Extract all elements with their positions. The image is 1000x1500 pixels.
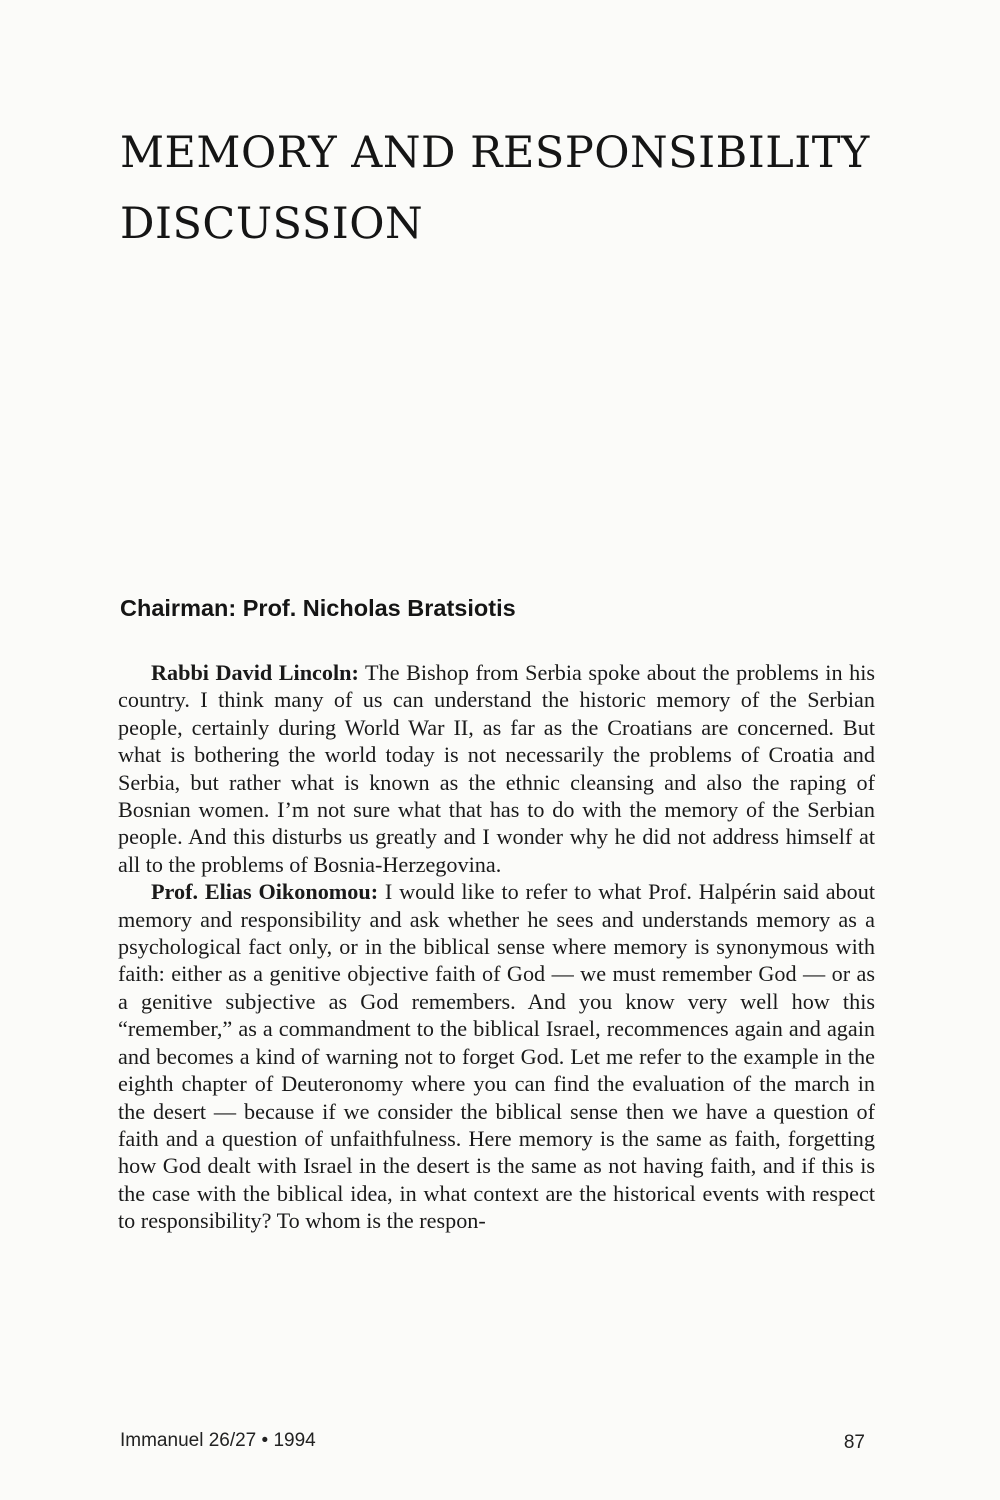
chairman-heading: Chairman: Prof. Nicholas Bratsiotis <box>120 595 516 621</box>
discussion-body <box>118 659 875 1235</box>
paragraph-oikonomou <box>118 878 875 1234</box>
paragraph-lincoln <box>118 659 875 878</box>
article-title <box>120 118 900 260</box>
article-title-line-2: DISCUSSION <box>120 199 424 249</box>
paragraph-text: The Bishop from Serbia spoke about the problems in his country. I think many of us can understand the historic memory of the Serbian people, certainly during World War II, as far as the Croatians are concerned. But what is bothering the world today is not necessarily the problems of Croatia and Serbia, but rather what is known as the ethnic cleansing and also the raping of Bosnian women. I’m not sure what that has to do with the memory of the Serbian people. And this disturbs us greatly and I wonder why he did not address himself at all to the problems of Bosnia-Herzegovina. <box>118 660 875 877</box>
page-number: 87 <box>843 1432 865 1453</box>
article-title-line-1: MEMORY AND RESPONSIBILITY <box>120 128 870 178</box>
speaker-name: Prof. Elias Oikonomou: <box>151 879 379 905</box>
paragraph-text: I would like to refer to what Prof. Halpérin said about memory and responsibility and ask whether he sees and understands memory as a psychological fact only, or in the biblical sense where memory is synonymous with faith: either as a genitive objective faith of God — we must remember God — or as a genitive subjective as God remembers. And you know very well how this “remember,” as a commandment to the biblical Israel, recommences again and again and becomes a kind of warning not to forget God. Let me refer to the example in the eighth chapter of Deuteronomy where you can find the evaluation of the march in the desert — because if we consider the biblical sense then we have a question of faith and a question of unfaithfulness. Here memory is the same as faith, forgetting how God dealt with Israel in the desert is the same as not having faith, and if this is the case with the biblical idea, in what context are the historical events with respect to responsibility? To whom is the respon- <box>118 879 875 1234</box>
speaker-name: Rabbi David Lincoln: <box>151 660 359 685</box>
journal-footer: Immanuel 26/27 • 1994 <box>120 1430 316 1451</box>
